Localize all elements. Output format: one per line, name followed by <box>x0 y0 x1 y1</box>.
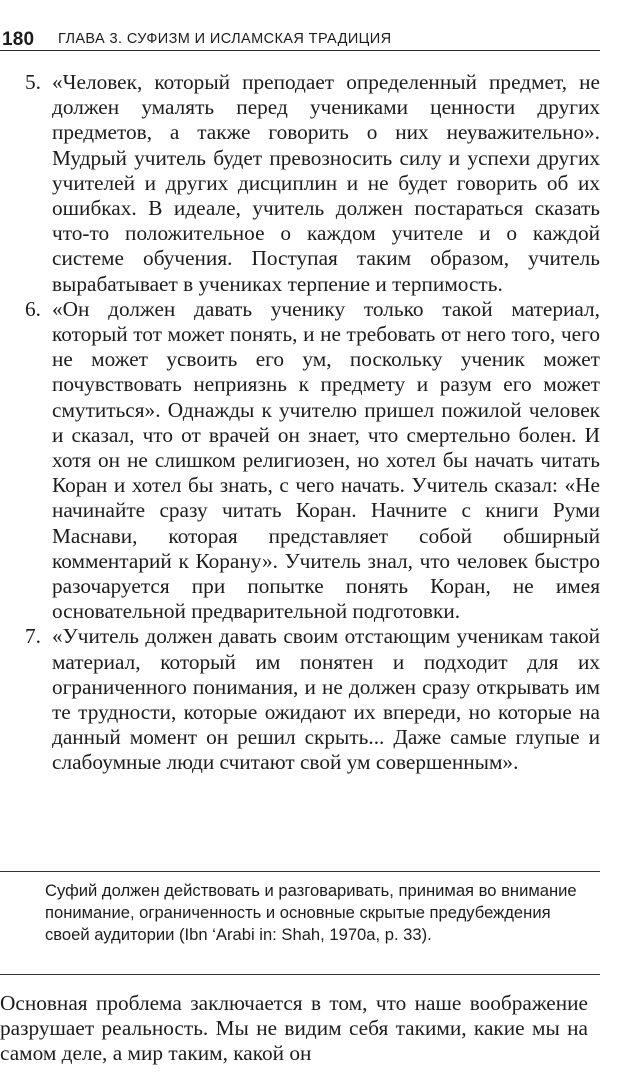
numbered-list <box>0 70 600 776</box>
list-item-text: «Учитель должен давать своим отстающим ученикам такой материал, который им понятен и подходит для их ограниченного понимания, и не должен сразу открывать им те трудности, которые ожидают их впереди, но которые на данный момент он решил скрыть... Даже самые глупые и слабоумные люди считают свой ум совершенным». <box>52 624 600 775</box>
list-item <box>0 624 600 775</box>
quote-box <box>0 871 600 975</box>
list-item-text: «Он должен давать ученику только такой материал, который тот может понять, и не требовать от него того, чего не может усвоить его ум, поскольку ученик может почувствовать неприязнь к предмету и разум его может смутиться». Однажды к учителю пришел пожилой человек и сказал, что от врачей он знает, что смертельно болен. И хотя он не слишком религиозен, но хотел бы начать читать Коран и хотел бы знать, с чего начать. Учитель сказал: «Не начинайте сразу читать Коран. Начните с книги Руми Маснави, которая представляет собой обширный комментарий к Корану». Учитель знал, что человек быстро разочаруется при попытке понять Коран, не имея основательной предварительной подготовки. <box>52 296 600 624</box>
page-number: 180 <box>2 29 35 50</box>
list-item <box>0 70 600 297</box>
list-item-text: «Человек, который преподает определенный предмет, не должен умалять перед учениками ценности других предметов, а также говорить о них неуважительно». Мудрый учитель будет превозносить силу и успехи других учителей и других дисциплин и не будет говорить об их ошибках. В идеале, учитель должен постараться сказать что-то положительное о каждом учителе и о каждой системе обучения. Поступая таким образом, учитель вырабатывает в учениках терпение и терпимость. <box>52 70 600 296</box>
list-item <box>0 297 600 625</box>
list-item-number: 5. <box>25 70 41 94</box>
quote-text: Суфий должен действовать и разговаривать, принимая во внимание понимание, ограниченность и основные скрытые предубеждения своей аудитории (Ibn ‘Arabi in: Shah, 1970a, p. 33). <box>45 881 577 944</box>
body-paragraph: Основная проблема заключается в том, что наше воображение разрушает реальность. Мы не видим себя такими, какие мы на самом деле, а мир таким, какой он <box>0 991 588 1066</box>
list-item-number: 7. <box>25 624 41 649</box>
header-rule <box>0 50 600 51</box>
running-header <box>0 26 600 56</box>
list-item-number: 6. <box>25 296 41 321</box>
chapter-title: ГЛАВА 3. СУФИЗМ И ИСЛАМСКАЯ ТРАДИЦИЯ <box>58 31 392 47</box>
